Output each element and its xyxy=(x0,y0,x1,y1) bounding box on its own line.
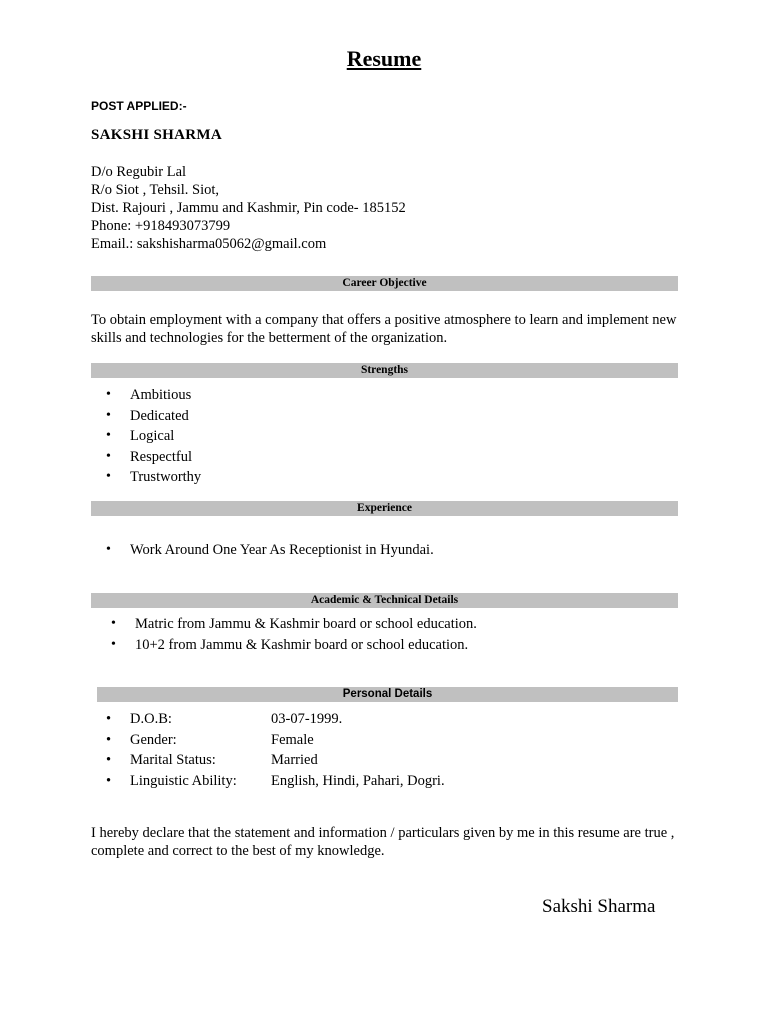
bullet-icon: • xyxy=(106,448,111,464)
gender-label: Gender: xyxy=(130,731,177,748)
email-line: Email.: sakshisharma05062@gmail.com xyxy=(91,236,327,252)
section-bar-career-objective: Career Objective xyxy=(91,276,678,291)
parent-line: D/o Regubir Lal xyxy=(91,164,187,180)
personal-detail-row xyxy=(91,709,691,730)
section-bar-experience: Experience xyxy=(91,501,678,516)
post-applied-label: POST APPLIED:- xyxy=(91,99,187,113)
list-item: • 10+2 from Jammu & Kashmir board or school education. xyxy=(96,635,477,656)
bullet-icon: • xyxy=(106,387,111,402)
marital-status-value: Married xyxy=(271,752,318,768)
bullet-icon: • xyxy=(106,542,111,557)
contact-details xyxy=(91,163,406,253)
bullet-icon: • xyxy=(106,731,112,748)
bullet-icon: • xyxy=(106,428,111,443)
section-bar-strengths: Strengths xyxy=(91,363,678,378)
district-line: Dist. Rajouri , Jammu and Kashmir, Pin code- 185152 xyxy=(91,200,406,216)
experience-list xyxy=(91,540,434,561)
bullet-icon: • xyxy=(111,616,116,631)
bullet-icon: • xyxy=(106,407,111,423)
bullet-icon: • xyxy=(111,636,116,652)
linguistic-ability-label: Linguistic Ability: xyxy=(130,772,237,789)
bullet-icon: • xyxy=(106,752,112,768)
gender-value: Female xyxy=(271,731,314,748)
list-item: • Respectful xyxy=(91,447,201,468)
personal-detail-row xyxy=(91,771,691,792)
section-bar-personal-details: Personal Details xyxy=(97,687,678,702)
list-item: • Ambitious xyxy=(91,385,201,406)
list-item: • Matric from Jammu & Kashmir board or school education. xyxy=(96,614,477,635)
bullet-icon: • xyxy=(106,711,112,727)
list-item: • Work Around One Year As Receptionist in Hyundai. xyxy=(91,540,434,561)
strengths-list xyxy=(91,385,201,488)
personal-detail-row xyxy=(91,750,691,771)
linguistic-ability-value: English, Hindi, Pahari, Dogri. xyxy=(271,772,445,789)
bullet-icon: • xyxy=(106,772,112,789)
bullet-icon: • xyxy=(106,469,111,484)
marital-status-label: Marital Status: xyxy=(130,752,216,768)
dob-value: 03-07-1999. xyxy=(271,711,343,727)
signature-name: Sakshi Sharma xyxy=(542,896,656,917)
applicant-name: SAKSHI SHARMA xyxy=(91,127,223,143)
personal-details-list xyxy=(91,709,691,791)
list-item: • Dedicated xyxy=(91,406,201,427)
academic-list xyxy=(96,614,477,655)
career-objective-text: To obtain employment with a company that offers a positive atmosphere to learn and implement new skills and technologies for the betterment of the organization. xyxy=(91,312,677,346)
dob-label: D.O.B: xyxy=(130,711,172,727)
declaration-text: I hereby declare that the statement and information / particulars given by me in this resume are true , complete and correct to the best of my knowledge. xyxy=(91,825,675,859)
residence-line: R/o Siot , Tehsil. Siot, xyxy=(91,182,220,198)
personal-detail-row xyxy=(91,730,691,751)
resume-title: Resume xyxy=(346,46,422,71)
phone-line: Phone: +918493073799 xyxy=(91,218,231,234)
list-item: • Trustworthy xyxy=(91,467,201,488)
section-bar-academic: Academic & Technical Details xyxy=(91,593,678,608)
list-item: • Logical xyxy=(91,426,201,447)
